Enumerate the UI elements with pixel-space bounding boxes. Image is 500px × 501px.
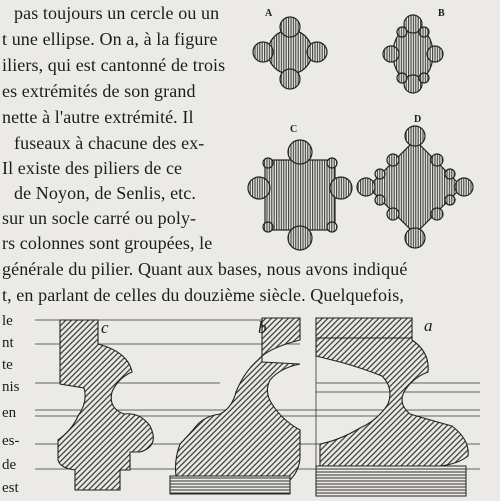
margin-fragment-6: es- (2, 433, 20, 449)
pillar-plan-a (253, 17, 327, 89)
pillar-label-b: B (438, 8, 445, 19)
text-line-12: t, en parlant de celles du douzième siècle. Quelquefois, (2, 285, 404, 305)
pillar-label-a: A (265, 8, 273, 19)
margin-fragment-4: nis (2, 379, 20, 395)
text-line-1: pas toujours un cercle ou un (14, 3, 220, 23)
text-line-2: t une ellipse. On a, à la figure (2, 29, 218, 49)
base-label-b: b (258, 318, 267, 337)
text-line-6: fuseaux à chacune des ex- (14, 133, 205, 153)
margin-fragment-8: est (2, 480, 19, 496)
margin-fragment-3: te (2, 357, 13, 373)
text-line-4: es extrémités de son grand (2, 81, 196, 101)
base-label-c: c (101, 318, 109, 337)
pillar-plan-d (357, 126, 473, 248)
base-label-a: a (424, 316, 433, 335)
text-line-8: de Noyon, de Senlis, etc. (14, 183, 196, 203)
text-line-10: rs colonnes sont groupées, le (2, 233, 213, 253)
text-line-9: sur un socle carré ou poly- (2, 208, 197, 228)
text-line-7: Il existe des piliers de ce (2, 158, 183, 178)
margin-fragment-7: de (2, 457, 17, 473)
pillar-label-c: C (290, 124, 298, 135)
pillar-plan-c (248, 140, 352, 250)
text-line-11: générale du pilier. Quant aux bases, nous avons indiqué (2, 259, 408, 279)
pillar-plan-b (383, 15, 443, 93)
margin-fragment-5: en (2, 405, 17, 421)
pillar-label-d: D (414, 114, 422, 125)
margin-fragment-2: nt (2, 335, 14, 351)
margin-fragment-1: le (2, 313, 13, 329)
base-profiles (35, 318, 480, 496)
text-line-3: iliers, qui est cantonné de trois (2, 55, 226, 75)
text-line-5: nette à l'autre extrémité. Il (2, 107, 194, 127)
base-profile-c (58, 320, 153, 490)
